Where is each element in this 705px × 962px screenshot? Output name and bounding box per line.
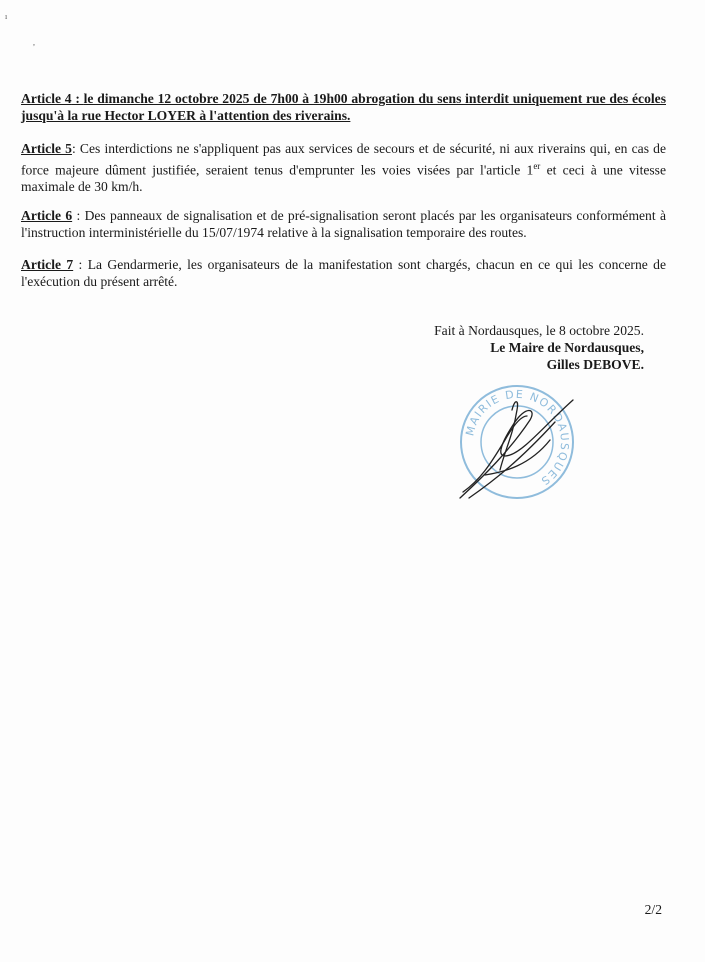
article-4-label: Article 4 (21, 91, 72, 106)
signature-place-date: Fait à Nordausques, le 8 octobre 2025. (434, 323, 644, 338)
official-stamp-icon (455, 380, 580, 505)
page-number: 2/2 (644, 902, 662, 917)
article-6-separator: : (72, 208, 85, 223)
article-7-separator: : (73, 257, 88, 272)
article-5-superscript: er (533, 160, 541, 171)
article-5 (21, 141, 666, 195)
article-5-label: Article 5 (21, 141, 72, 156)
article-5-separator: : (71, 141, 80, 156)
article-7 (21, 257, 666, 290)
article-4-text: le dimanche 12 octobre 2025 de 7h00 à 19h00 abrogation du sens interdit uniquement rue des écoles jusqu'à la rue Hector LOYER à l'attention des riverains. (21, 91, 666, 123)
article-7-label: Article 7 (21, 257, 74, 272)
article-4-separator: : (71, 91, 84, 106)
article-4 (21, 91, 666, 124)
stamp-ring-text: MAIRIE DE NORDAUSQUES (463, 387, 572, 489)
signature-name: Gilles DEBOVE. (546, 357, 644, 372)
article-7-text: La Gendarmerie, les organisateurs de la manifestation sont chargés, chacun en ce qui les concerne de l'exécution du présent arrêté. (21, 257, 666, 289)
article-5-text-after: et ceci à une vitesse maximale de 30 km/h. (21, 162, 667, 194)
signature-title: Le Maire de Nordausques, (490, 340, 644, 355)
article-5-text-before: Ces interdictions ne s'appliquent pas aux services de secours et de sécurité, ni aux riverains qui, en cas de force majeure dûment justifiée, seraient tenus d'emprunter les voies visées par l'article 1 (21, 141, 666, 178)
article-6 (21, 208, 666, 241)
article-6-label: Article 6 (21, 208, 73, 223)
article-6-text: Des panneaux de signalisation et de pré-signalisation seront placés par les organisateurs conformément à l'instruction interministérielle du 15/07/1974 relative à la signalisation temporaire des routes. (21, 208, 666, 240)
signature-block (434, 322, 644, 373)
document-page: ı , Article 4 : le dimanche 12 octobre 2025 de 7h00 à 19h00 abrogation du sens interdit uniquement rue des écoles jusqu'à la rue Hector LOYER à l'attention des riverains. Article 5: Ces interdictions ne s'appliquent pas aux services de secours et de sécurité, ni aux riverains qui, en cas de force majeure dûment justifiée, seraient tenus d'emprunter les voies visées par l'article 1er et ceci à une vitesse maximale de 30 km/h. Article 6 : Des panneaux de signalisation et de pré-signalisation seront placés par les organisateurs conformément à l'instruction interministérielle du 15/07/1974 relative à la signalisation temporaire des routes. Article 7 : La Gendarmerie, les organisateurs de la manifestation sont chargés, chacun en ce qui les concerne de l'exécution du présent arrêté. Fait à Nordausques, le 8 octobre 2025. Le Maire de Nordausques, Gilles DEBOVE. MAIRIE DE NORDAUSQUES 2/2 (0, 0, 705, 962)
